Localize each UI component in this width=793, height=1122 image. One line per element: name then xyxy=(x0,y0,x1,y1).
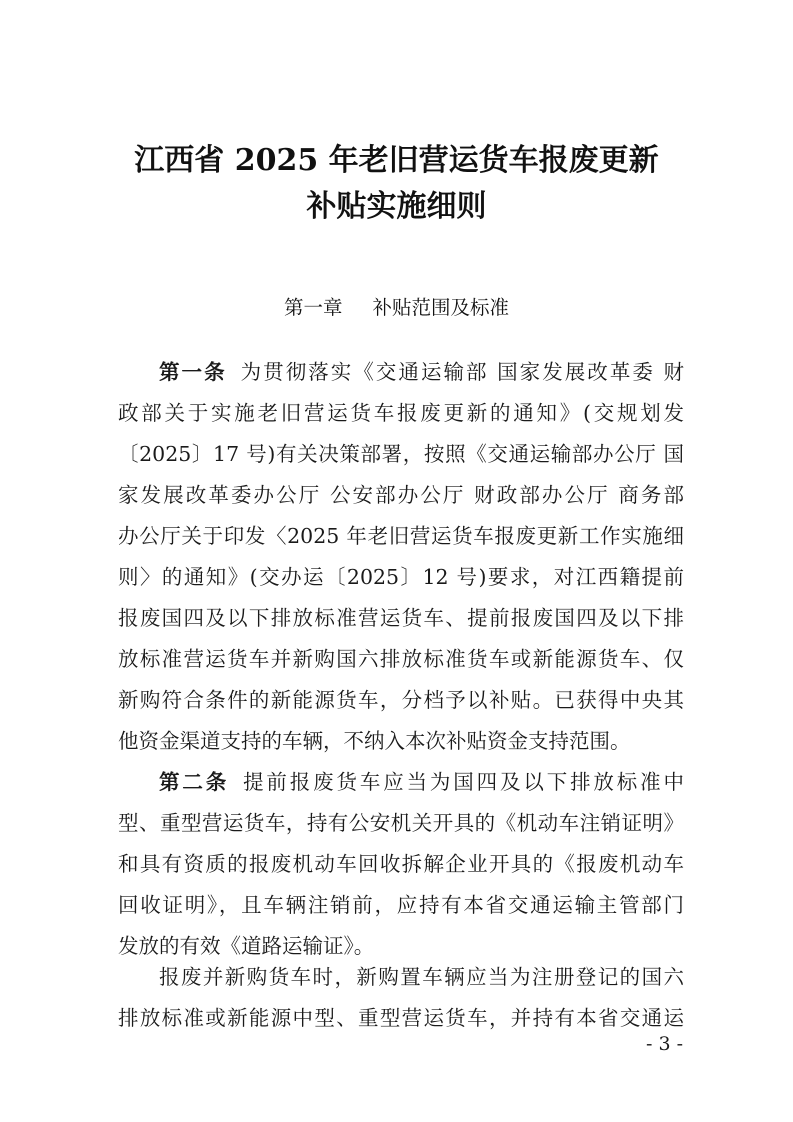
article-1 xyxy=(118,352,684,762)
article-1-line: 第一条 为贯彻落实《交通运输部 国家发展改革委 财 xyxy=(159,360,684,384)
document-title-line1: 江西省 2025 年老旧营运货车报废更新 xyxy=(134,143,659,178)
paragraph-3-line: 报废并新购货车时，新购置车辆应当为注册登记的国六 xyxy=(159,965,684,989)
article-1-line: 办公厅关于印发〈2025 年老旧营运货车报废更新工作实施细 xyxy=(118,524,684,548)
article-1-line: 放标准营运货车并新购国六排放标准货车或新能源货车、仅 xyxy=(118,647,684,671)
article-2-line: 发放的有效《道路运输证》。 xyxy=(118,934,375,958)
article-2-line: 型、重型营运货车，持有公安机关开具的《机动车注销证明》 xyxy=(118,811,684,835)
article-2-line: 第二条 提前报废货车应当为国四及以下排放标准中 xyxy=(159,770,685,794)
article-1-label: 第一条 xyxy=(159,360,227,384)
article-2 xyxy=(118,762,684,967)
article-1-line: 则〉的通知》(交办运〔2025〕12 号)要求，对江西籍提前 xyxy=(118,565,684,589)
chapter-heading xyxy=(0,293,793,323)
chapter-number: 第一章 xyxy=(283,296,343,319)
article-1-line: 新购符合条件的新能源货车，分档予以补贴。已获得中央其 xyxy=(118,688,684,712)
paragraph-3-line: 排放标准或新能源中型、重型营运货车，并持有本省交通运 xyxy=(118,1006,684,1030)
chapter-name: 补贴范围及标准 xyxy=(372,296,510,319)
article-2-line: 回收证明》，且车辆注销前，应持有本省交通运输主管部门 xyxy=(118,893,684,917)
article-1-line: 他资金渠道支持的车辆，不纳入本次补贴资金支持范围。 xyxy=(118,729,631,753)
article-1-line: 〔2025〕17 号)有关决策部署，按照《交通运输部办公厅 国 xyxy=(118,442,684,466)
document-title-line2: 补贴实施细则 xyxy=(306,189,487,224)
article-1-line: 报废国四及以下排放标准营运货车、提前报废国四及以下排 xyxy=(118,606,684,630)
article-2-line: 和具有资质的报废机动车回收拆解企业开具的《报废机动车 xyxy=(118,852,684,876)
article-1-line: 政部关于实施老旧营运货车报废更新的通知》(交规划发 xyxy=(118,401,684,425)
article-2-label: 第二条 xyxy=(159,770,230,794)
paragraph-3 xyxy=(118,957,684,1039)
article-1-line: 家发展改革委办公厅 公安部办公厅 财政部办公厅 商务部 xyxy=(118,483,684,507)
page-number: - 3 - xyxy=(645,1033,683,1055)
